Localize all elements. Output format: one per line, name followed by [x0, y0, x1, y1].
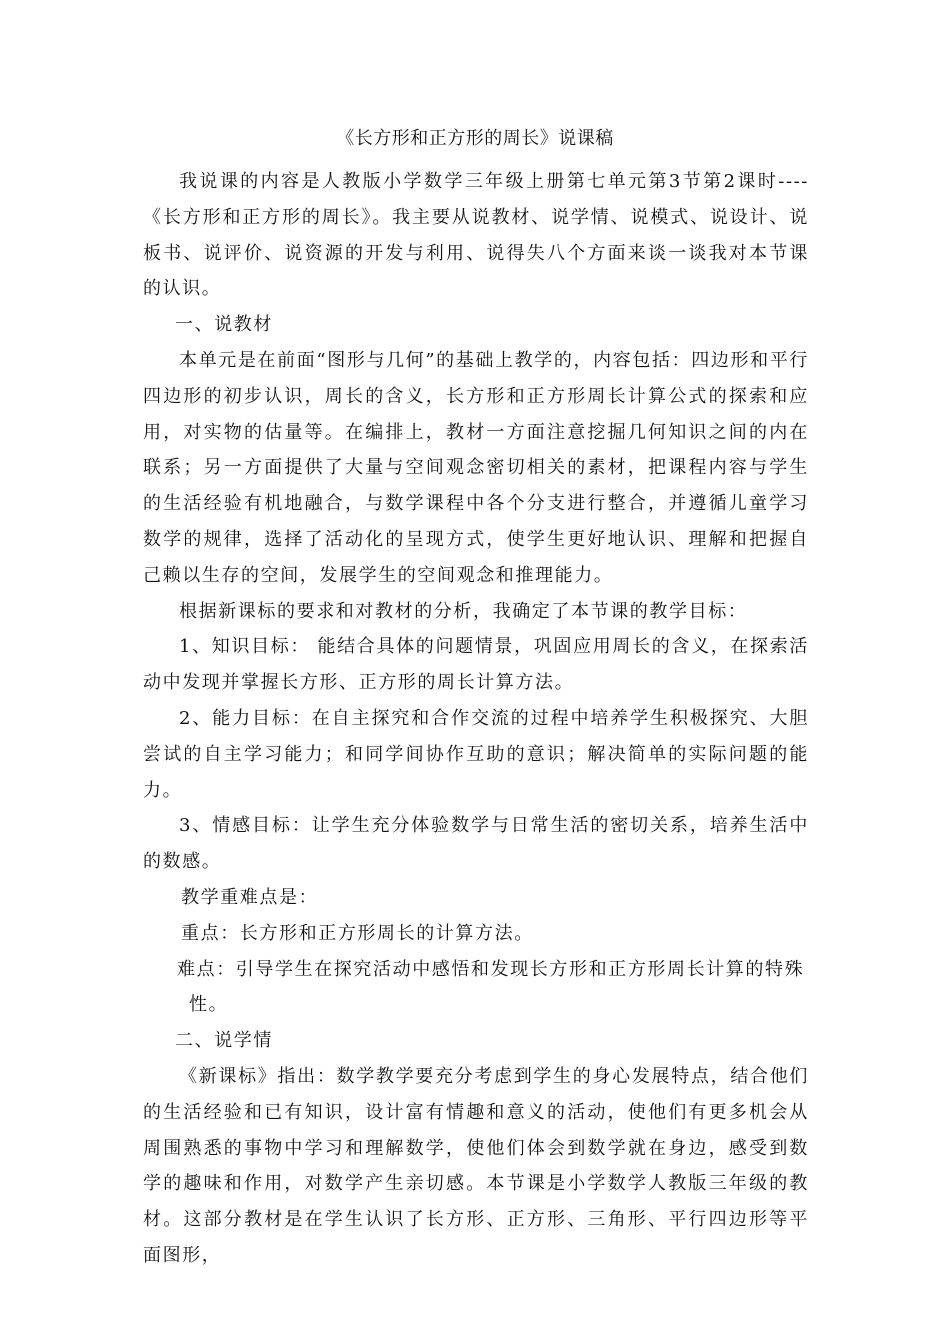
objective-knowledge: 1、知识目标： 能结合具体的问题情景，巩固应用周长的含义，在探索活动中发现并掌握长方形、正方形的周长计算方法。 — [143, 636, 809, 694]
key-point: 重点：长方形和正方形周长的计算方法。 — [181, 922, 534, 944]
key-difficult-heading: 教学重难点是： — [181, 886, 319, 908]
students-paragraph: 《新课标》指出：数学教学要充分考虑到学生的身心发展特点，结合他们的生活经验和已有知识，设计富有情趣和意义的活动，使他们有更多机会从周围熟悉的事物中学习和理解数学，使他们体会到数学就在身边，感受到数学的趣味和作用，对数学产生亲切感。本节课是小学数学人教版三年级的教材。这部分教材是在学生认识了长方形、正方形、三角形、平行四边形等平面图形， — [143, 1065, 809, 1266]
objective-emotion: 3、情感目标：让学生充分体验数学与日常生活的密切关系，培养生活中的数感。 — [143, 815, 809, 873]
textbook-paragraph: 本单元是在前面“图形与几何”的基础上教学的，内容包括：四边形和平行四边形的初步认识，周长的含义，长方形和正方形周长计算公式的探索和应用，对实物的估量等。在编排上，教材一方面注意挖掘几何知识之间的内在联系；另一方面提供了大量与空间观念密切相关的素材，把课程内容与学生的生活经验有机地融合，与数学课程中各个分支进行整合，并遵循儿童学习数学的规律，选择了活动化的呈现方式，使学生更好地认识、理解和把握自己赖以生存的空间，发展学生的空间观念和推理能力。 — [143, 349, 809, 586]
section-heading-students: 二、说学情 — [175, 1030, 273, 1052]
objectives-intro: 根据新课标的要求和对教材的分析，我确定了本节课的教学目标： — [179, 600, 748, 622]
section-heading-textbook: 一、说教材 — [175, 314, 273, 336]
objective-ability: 2、能力目标：在自主探究和合作交流的过程中培养学生积极探究、大胆尝试的自主学习能力；和同学间协作互助的意识；解决简单的实际问题的能力。 — [143, 707, 809, 801]
document-title: 《长方形和正方形的周长》说课稿 — [336, 128, 614, 149]
difficult-point: 难点：引导学生在探究活动中感悟和发现长方形和正方形周长计算的特殊性。 — [177, 958, 805, 1016]
intro-paragraph: 我说课的内容是人教版小学数学三年级上册第七单元第3节第2课时----《长方形和正方形的周长》。我主要从说教材、说学情、说模式、说设计、说板书、说评价、说资源的开发与利用、说得失八个方面来谈一谈我对本节课的认识。 — [143, 171, 809, 300]
document-body — [143, 164, 809, 1274]
